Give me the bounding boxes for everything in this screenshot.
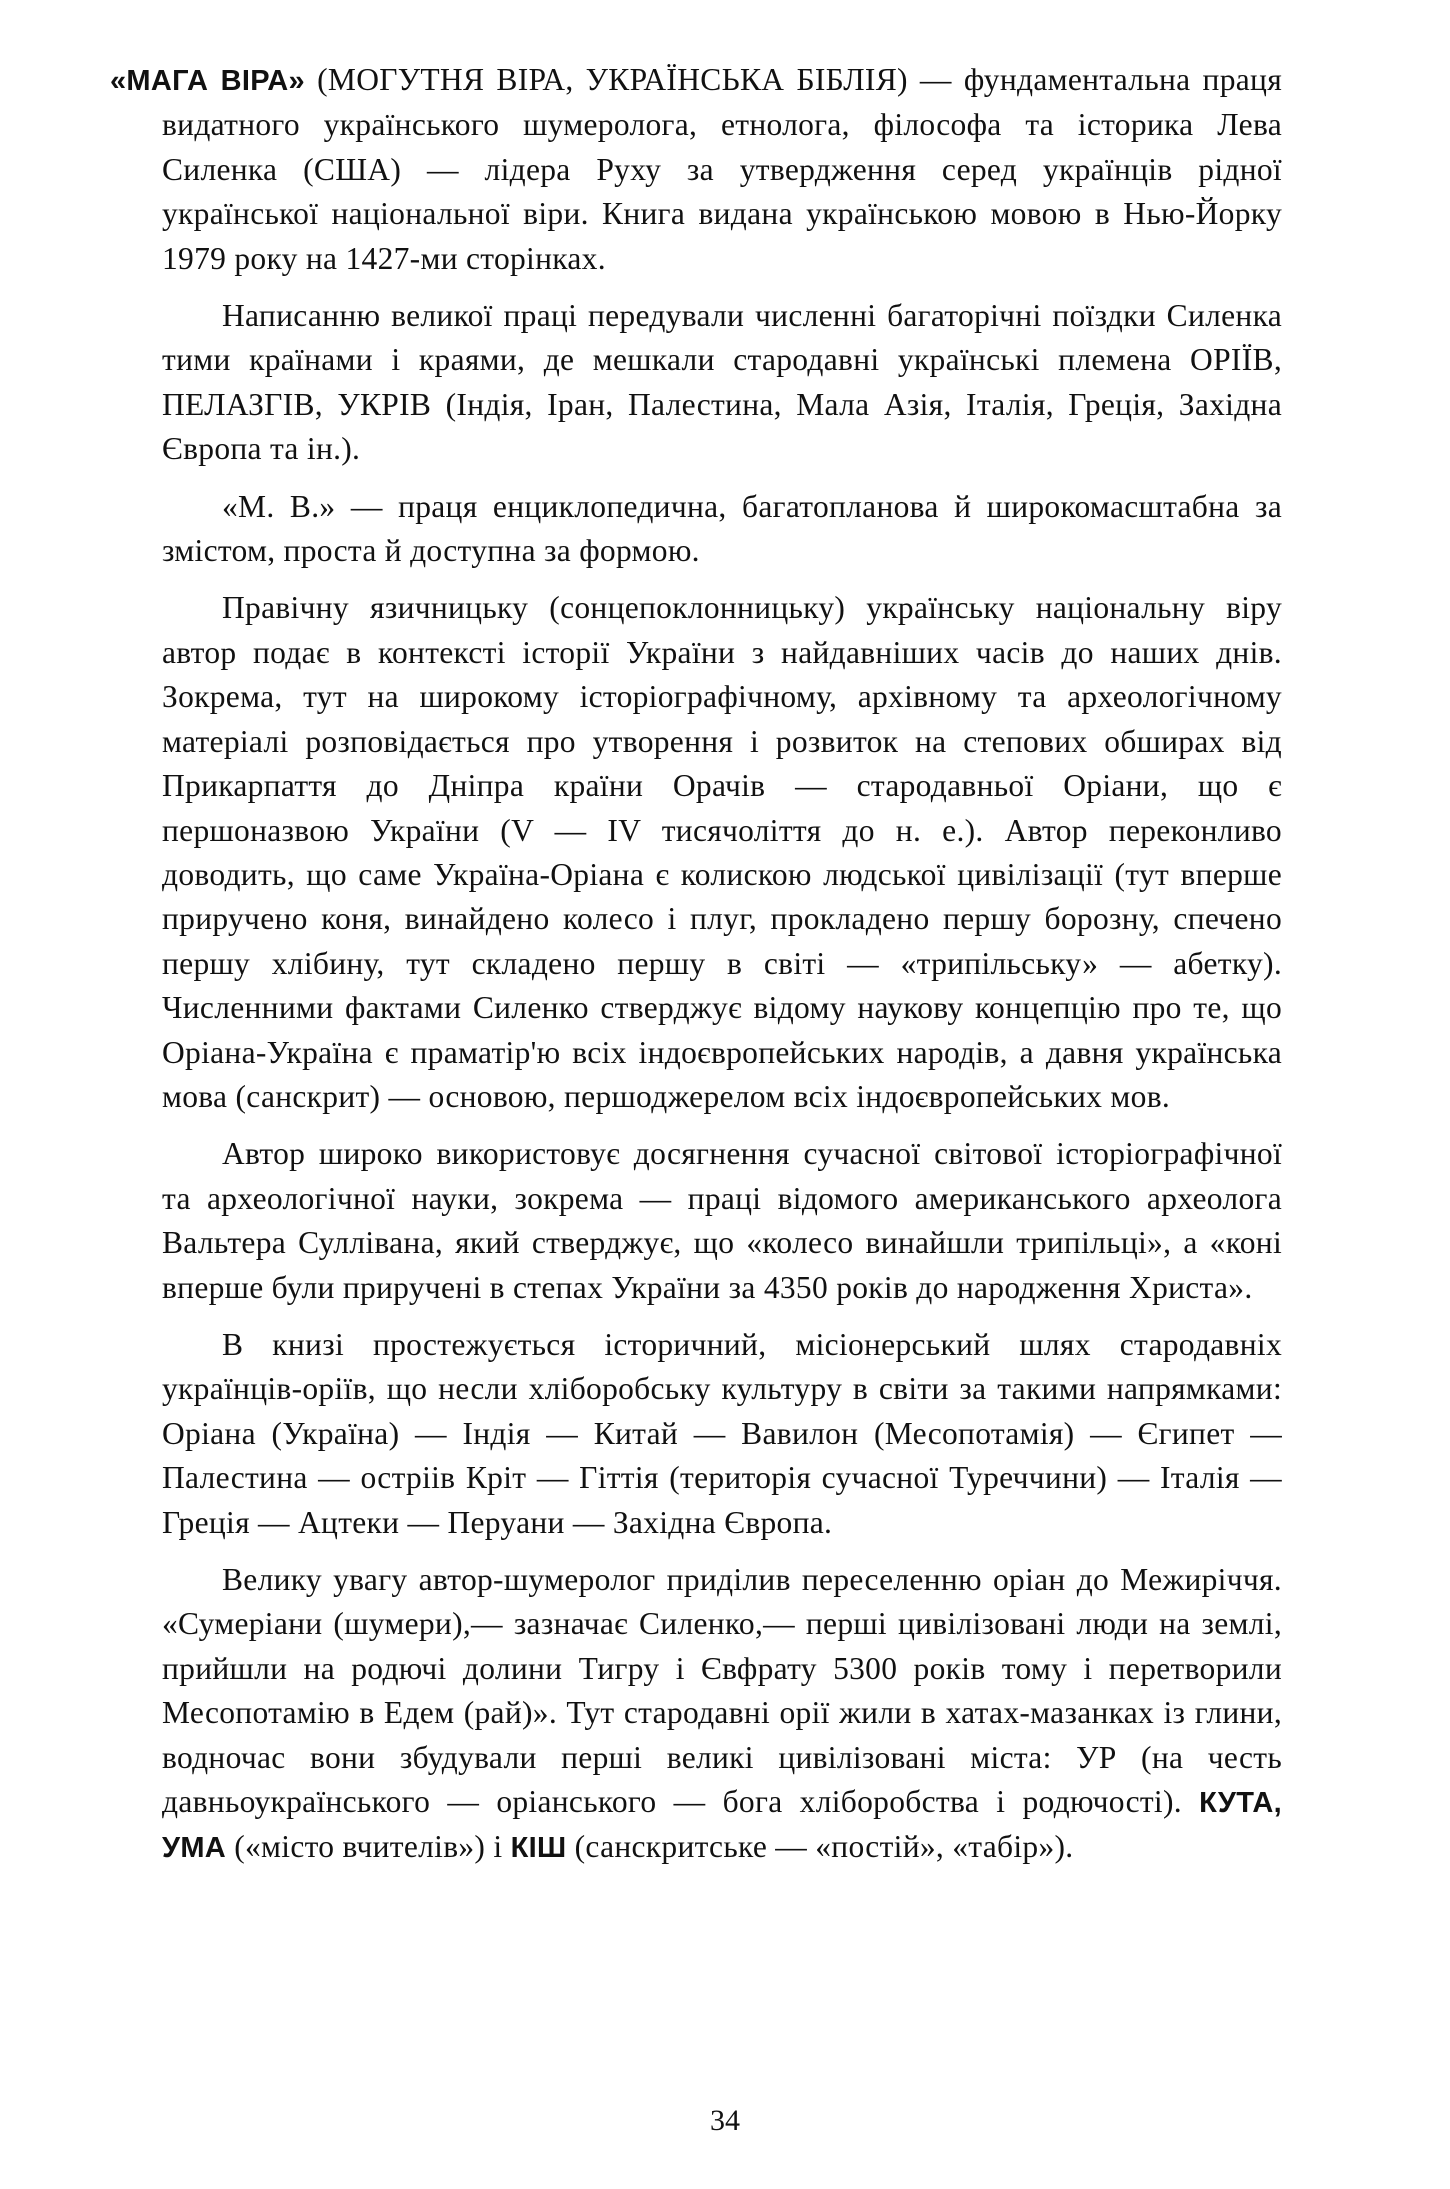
bold-city-names: КУТА, УМА <box>162 1787 1282 1865</box>
paragraph-1 <box>110 58 1282 281</box>
paragraph-4: Правічну язичницьку (сонцепоклонницьку) українську національну віру автор подає в контексті історії України з найдавніших часів до наших днів. Зокрема, тут на широкому історіографічному, архівному та археологічному матеріалі розповідається про утворення і розвиток на степових обширах від Прикарпаття до Дніпра країни Орачів — стародавньої Оріани, що є першоназвою України (V — IV тисячоліття до н. е.). Автор переконливо доводить, що саме Україна-Оріана є колискою людської цивілізації (тут вперше приручено коня, винайдено колесо і плуг, прокладено першу борозну, спечено першу хлібину, тут складено першу в світі — «трипільську» — абетку). Численними фактами Силенко стверджує відому наукову концепцію про те, що Оріана-Україна є праматір'ю всіх індоєвропейських народів, а давня українська мова (санскрит) — основою, першоджерелом всіх індоєвропейських мов. <box>162 590 1282 1114</box>
bold-city-kish: КІШ <box>510 1832 567 1865</box>
paragraph-7 <box>162 1558 1282 1871</box>
paragraph-6: В книзі простежується історичний, місіонерський шлях стародавніх українців-оріїв, що несли хліборобську культуру в світи за такими напрямками: Оріана (Україна) — Індія — Китай — Вавилон (Месопотамія) — Єгипет — Палестина — остріів Кріт — Гіттія (територія сучасної Туреччини) — Італія — Греція — Ацтеки — Перуани — Західна Європа. <box>162 1326 1282 1540</box>
entry-headword: «МАГА ВІРА» <box>110 65 305 97</box>
paragraph-7-text-3: (санскритське — «постій», «табір»). <box>566 1829 1074 1865</box>
paragraph-1-text: (МОГУТНЯ ВІРА, УКРАЇНСЬКА БІБЛІЯ) — фундаментальна праця видатного українського шумеролога, етнолога, філософа та історика Лева Силенка (США) — лідера Руху за утвердження серед українців рідної української національної віри. Книга видана українською мовою в Нью-Йорку 1979 року на 1427-ми сторінках. <box>162 62 1282 276</box>
paragraph-2: Написанню великої праці передували численні багаторічні поїздки Силенка тими країнами і краями, де мешкали стародавні українські племена ОРІЇВ, ПЕЛАЗГІВ, УКРІВ (Індія, Іран, Палестина, Мала Азія, Італія, Греція, Західна Європа та ін.). <box>162 298 1282 467</box>
paragraph-5: Автор широко використовує досягнення сучасної світової історіографічної та археологічної науки, зокрема — праці відомого американського археолога Вальтера Суллівана, який стверджує, що «колесо винайшли трипільці», а «коні вперше були приручені в степах України за 4350 років до народження Христа». <box>162 1136 1282 1305</box>
paragraph-7-text: Велику увагу автор-шумеролог приділив переселенню оріан до Межиріччя. «Сумеріани (шумери),— зазначає Силенко,— перші цивілізовані люди на землі, прийшли на родючі долини Тигру і Євфрату 5300 років тому і перетворили Месопотамію в Едем (рай)». Тут стародавні орії жили в хатах-мазанках із глини, водночас вони збудували перші великі цивілізовані міста: УР (на честь давньоукраїнського — оріанського — бога хліборобства і родючості). <box>162 1562 1282 1820</box>
page-body <box>110 58 1282 1884</box>
paragraph-7-text-2: («місто вчителів») і <box>226 1829 511 1865</box>
paragraph-3: «М. В.» — праця енциклопедична, багатопланова й широкомасштабна за змістом, проста й доступна за формою. <box>162 488 1282 569</box>
page-number: 34 <box>710 2104 740 2137</box>
